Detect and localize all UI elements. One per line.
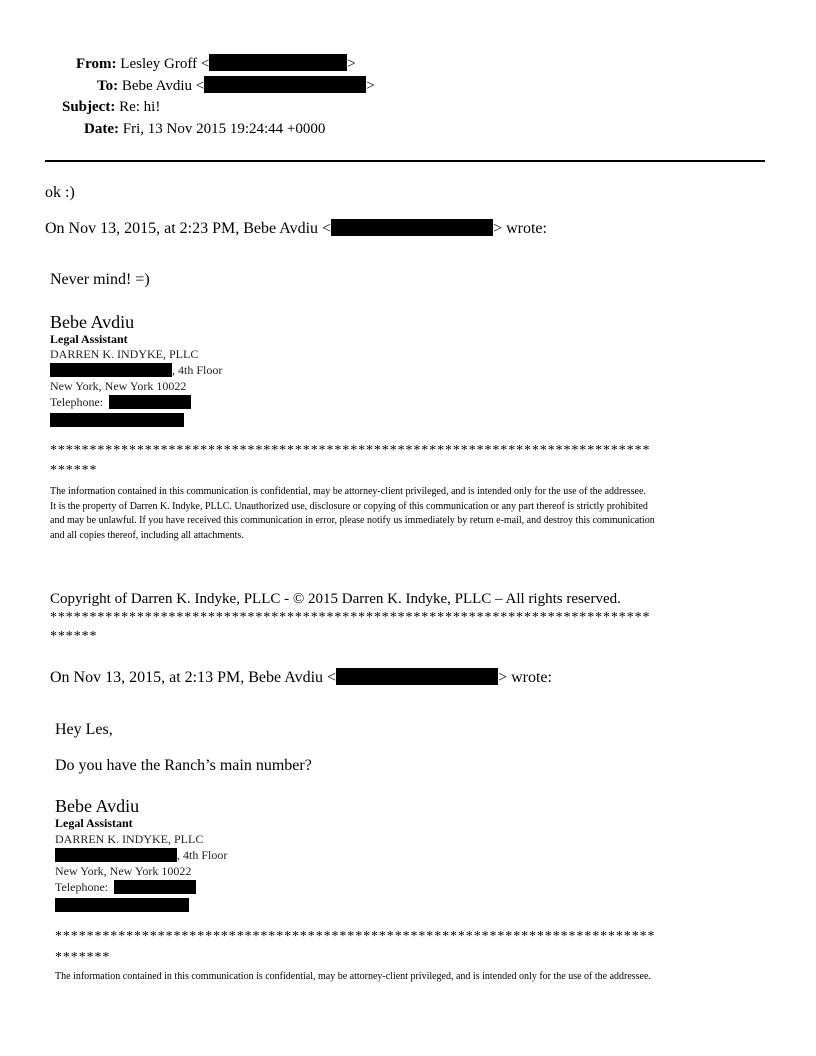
signature1-firm: DARREN K. INDYKE, PLLC [50, 347, 199, 361]
signature1-email-redaction [50, 411, 184, 429]
signature2-address [55, 848, 227, 863]
quote2-question: Do you have the Ranch’s main number? [55, 757, 312, 774]
redaction-bar [209, 54, 347, 71]
quote1-text: Never mind! =) [50, 271, 150, 288]
quote1-attribution [45, 219, 547, 238]
redaction-bar [50, 413, 184, 427]
to-label: To: [97, 78, 119, 94]
quote2-prefix: On Nov 13, 2015, at 2:13 PM, Bebe Avdiu < [50, 669, 337, 686]
signature2-title-text: Legal Assistant [55, 816, 133, 830]
date-label: Date: [84, 121, 119, 137]
redaction-bar [109, 395, 191, 409]
disclaimer1-p1: The information contained in this communication is confidential, may be attorney-client privileged, and is intended only for the use of the addressee. [50, 486, 646, 497]
redaction-bar [331, 219, 493, 236]
disclaimer2-p1: The information contained in this communication is confidential, may be attorney-client privileged, and is intended only for the use of the addressee. [55, 971, 651, 982]
email-header-from [76, 54, 356, 73]
stars-divider: **************************************************************************** [50, 610, 651, 625]
subject-label: Subject: [62, 99, 116, 115]
from-label: From: [76, 56, 117, 72]
signature2-name: Bebe Avdiu [55, 796, 140, 816]
disclaimer2 [55, 970, 730, 985]
signature1-address [50, 363, 222, 378]
redaction-bar [336, 668, 498, 685]
quote2-attribution [50, 668, 552, 687]
subject-value: Re: hi! [119, 99, 161, 115]
quote1-prefix: On Nov 13, 2015, at 2:23 PM, Bebe Avdiu < [45, 220, 332, 237]
header-divider [45, 160, 765, 162]
redaction-bar [204, 76, 366, 93]
copyright-notice: Copyright of Darren K. Indyke, PLLC - © 2015 Darren K. Indyke, PLLC – All rights reserved. [50, 591, 621, 607]
disclaimer1 [50, 485, 725, 543]
disclaimer1-p3: and may be unlawful. If you have received this communication in error, please notify us immediately by return e-mail, and destroy this communication [50, 515, 655, 526]
from-value: Lesley Groff < [120, 56, 210, 72]
from-end: > [347, 56, 356, 72]
email-header-date [84, 120, 325, 138]
stars-divider: ****** [50, 629, 98, 644]
date-value: Fri, 13 Nov 2015 19:24:44 +0000 [122, 121, 326, 137]
stars-divider: ******* [55, 950, 111, 965]
disclaimer1-p4: and all copies thereof, including all attachments. [50, 529, 244, 541]
quote1-suffix: > wrote: [493, 220, 547, 237]
signature2-email-redaction [55, 896, 189, 914]
to-end: > [366, 78, 375, 94]
redaction-bar [55, 898, 189, 912]
signature1-phone [50, 395, 191, 410]
quote2-suffix: > wrote: [498, 669, 552, 686]
signature2-firm: DARREN K. INDYKE, PLLC [55, 832, 204, 846]
signature2-floor: , 4th Floor [177, 848, 228, 862]
reply-text: ok :) [45, 184, 75, 201]
to-value: Bebe Avdiu < [121, 78, 205, 94]
signature1-floor: , 4th Floor [172, 363, 223, 377]
email-header-to [97, 76, 375, 95]
signature2-title [55, 816, 133, 831]
signature2-phone-label: Telephone: [55, 880, 109, 894]
disclaimer1-p2: It is the property of Darren K. Indyke, PLLC. Unauthorized use, disclosure or copying of this communication or any part thereof is strictly prohibited [50, 500, 648, 512]
redaction-bar [114, 880, 196, 894]
quote2-greeting: Hey Les, [55, 721, 113, 738]
signature1-title [50, 332, 128, 347]
redaction-bar [55, 848, 177, 862]
stars-divider: **************************************************************************** [50, 443, 651, 458]
email-header-subject [62, 98, 160, 116]
stars-divider: **************************************************************************** [55, 929, 656, 944]
redaction-bar [50, 363, 172, 377]
signature1-title-text: Legal Assistant [50, 332, 128, 346]
signature1-name: Bebe Avdiu [50, 312, 135, 332]
signature2-phone [55, 880, 196, 895]
signature1-phone-label: Telephone: [50, 395, 104, 409]
signature1-city: New York, New York 10022 [50, 379, 187, 393]
stars-divider: ****** [50, 463, 98, 478]
signature2-city: New York, New York 10022 [55, 864, 192, 878]
